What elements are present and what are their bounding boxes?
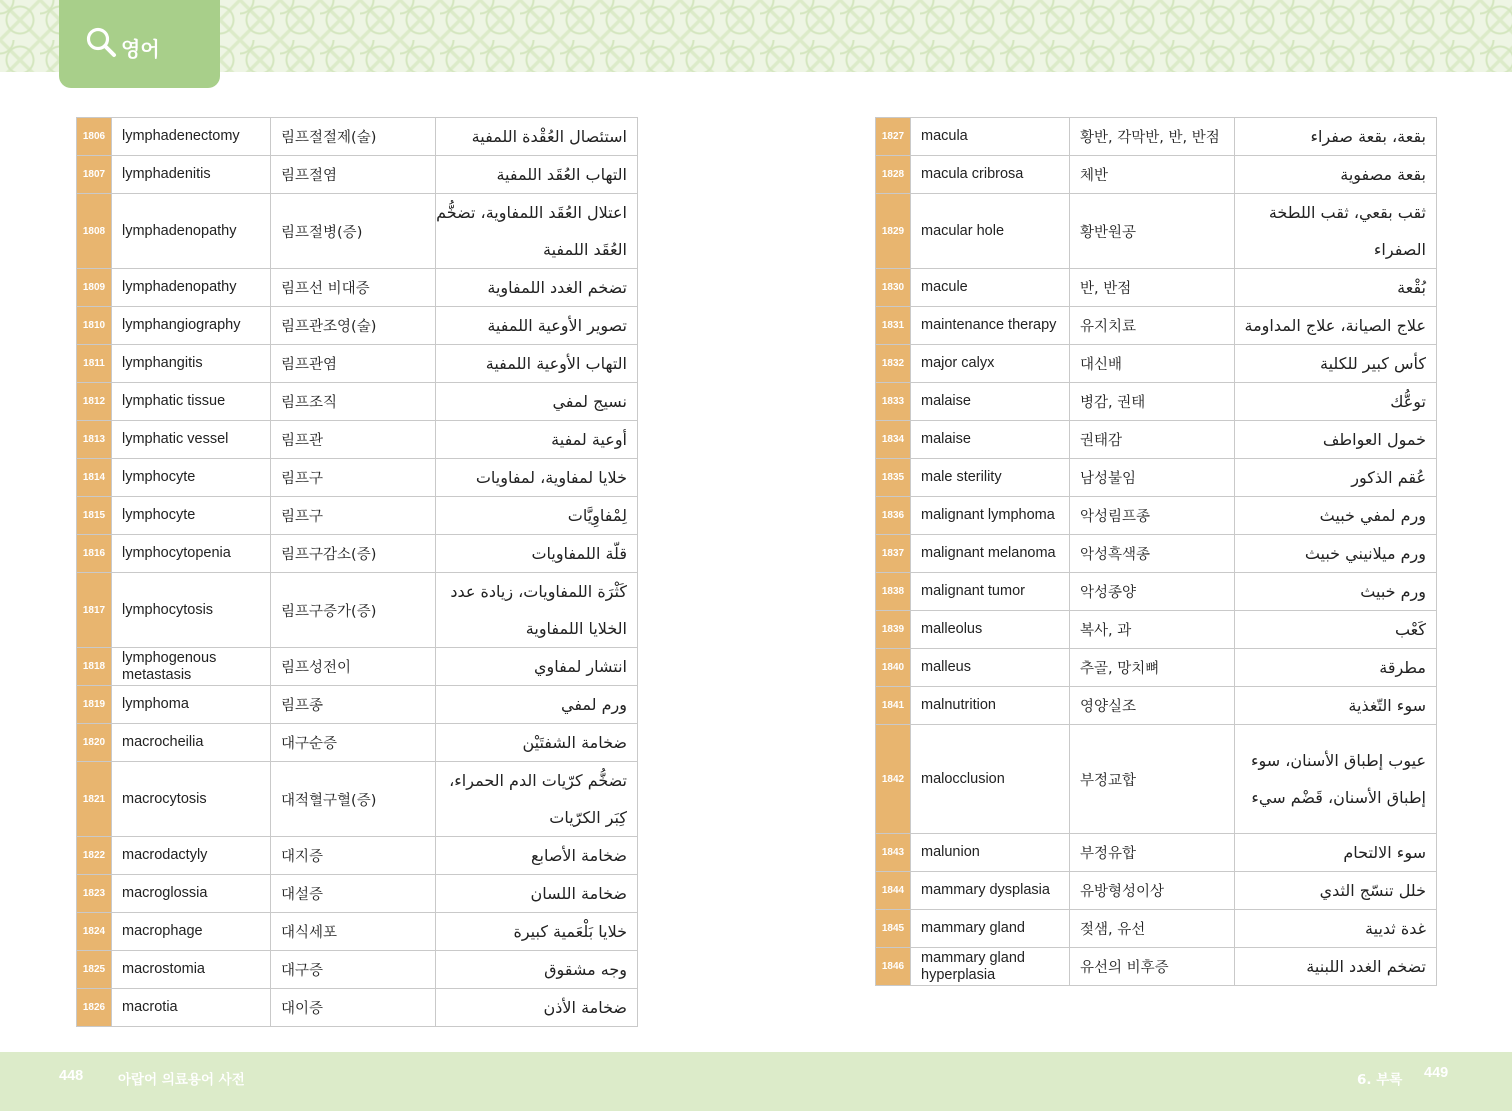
table-row [77,913,638,951]
korean-term: 림프성전이 [271,648,436,686]
english-term: macrocytosis [112,762,271,837]
arabic-term: نسيج لمفي [436,383,638,421]
left-page-number: 448 [59,1068,84,1084]
korean-term: 유방형성이상 [1070,872,1235,910]
entry-number: 1816 [77,535,112,573]
entry-number: 1812 [77,383,112,421]
arabic-term: غدة ثديية [1235,910,1437,948]
table-row [876,497,1437,535]
entry-number: 1839 [876,611,911,649]
table-row [876,345,1437,383]
korean-term: 악성흑색종 [1070,535,1235,573]
entry-number: 1822 [77,837,112,875]
arabic-term: تضخُّم كرّيات الدم الحمراء، كِبَر الكرّيات [436,762,638,837]
arabic-term: ضخامة الشفتَيْن [436,724,638,762]
korean-term: 림프구 [271,459,436,497]
table-row [77,156,638,194]
korean-term: 권태감 [1070,421,1235,459]
english-term: lymphocytosis [112,573,271,648]
arabic-term: تضخم الغدد اللمفاوية [436,269,638,307]
entry-number: 1821 [77,762,112,837]
table-row [876,948,1437,986]
table-row [77,648,638,686]
arabic-term: كأس كبير للكلية [1235,345,1437,383]
arabic-term: خلايا لمفاوية، لمفاويات [436,459,638,497]
arabic-term: بقعة، بقعة صفراء [1235,118,1437,156]
english-term: lymphoma [112,686,271,724]
arabic-term: علاج الصيانة، علاج المداومة [1235,307,1437,345]
korean-term: 남성불임 [1070,459,1235,497]
korean-term: 유선의 비후증 [1070,948,1235,986]
english-term: major calyx [911,345,1070,383]
table-row [77,421,638,459]
arabic-term: تصوير الأوعية اللمفية [436,307,638,345]
korean-term: 황반원공 [1070,194,1235,269]
english-term: male sterility [911,459,1070,497]
entry-number: 1838 [876,573,911,611]
table-row [876,307,1437,345]
entry-number: 1814 [77,459,112,497]
entry-number: 1844 [876,872,911,910]
arabic-term: بقعة مصفوية [1235,156,1437,194]
table-row [77,724,638,762]
arabic-term: مطرقة [1235,649,1437,687]
table-row [77,951,638,989]
english-term: lymphogenous metastasis [112,648,271,686]
right-page-number: 449 [1424,1065,1449,1081]
arabic-term: ضخامة اللسان [436,875,638,913]
entry-number: 1830 [876,269,911,307]
table-row [77,686,638,724]
korean-term: 대이증 [271,989,436,1027]
arabic-term: ورم لمفي [436,686,638,724]
table-row [876,459,1437,497]
english-term: macula cribrosa [911,156,1070,194]
korean-term: 대구순증 [271,724,436,762]
arabic-term: ثقب بقعي، ثقب اللطخة الصفراء [1235,194,1437,269]
entry-number: 1833 [876,383,911,421]
korean-term: 부정유합 [1070,834,1235,872]
korean-term: 림프선 비대증 [271,269,436,307]
korean-term: 림프절염 [271,156,436,194]
entry-number: 1815 [77,497,112,535]
arabic-term: عيوب إطباق الأسنان، سوء إطباق الأسنان، قَضْم سيء [1235,725,1437,834]
entry-number: 1810 [77,307,112,345]
korean-term: 림프관염 [271,345,436,383]
korean-term: 대설증 [271,875,436,913]
english-term: lymphocyte [112,459,271,497]
entry-number: 1828 [876,156,911,194]
entry-number: 1809 [77,269,112,307]
entry-number: 1813 [77,421,112,459]
english-term: macular hole [911,194,1070,269]
entry-number: 1837 [876,535,911,573]
entry-number: 1823 [77,875,112,913]
korean-term: 추골, 망치뼈 [1070,649,1235,687]
table-row [77,459,638,497]
footer-band [0,1052,1512,1111]
korean-term: 대신배 [1070,345,1235,383]
table-row [876,383,1437,421]
entry-number: 1808 [77,194,112,269]
korean-term: 유지치료 [1070,307,1235,345]
korean-term: 림프구감소(증) [271,535,436,573]
korean-term: 젖샘, 유선 [1070,910,1235,948]
english-term: lymphatic tissue [112,383,271,421]
entry-number: 1807 [77,156,112,194]
english-term: lymphatic vessel [112,421,271,459]
korean-term: 체반 [1070,156,1235,194]
entry-number: 1820 [77,724,112,762]
table-row [77,837,638,875]
arabic-term: ورم لمفي خبيث [1235,497,1437,535]
entry-number: 1841 [876,687,911,725]
korean-term: 림프절절제(술) [271,118,436,156]
english-term: lymphadenitis [112,156,271,194]
english-term: malocclusion [911,725,1070,834]
english-term: macula [911,118,1070,156]
korean-term: 림프구 [271,497,436,535]
english-term: malaise [911,421,1070,459]
english-term: maintenance therapy [911,307,1070,345]
arabic-term: التهاب الأوعية اللمفية [436,345,638,383]
english-term: lymphadenopathy [112,269,271,307]
arabic-term: قلّة اللمفاويات [436,535,638,573]
entry-number: 1834 [876,421,911,459]
english-term: lymphangiography [112,307,271,345]
arabic-term: التهاب العُقَد اللمفية [436,156,638,194]
table-row [876,573,1437,611]
table-row [77,875,638,913]
arabic-term: عُقم الذكور [1235,459,1437,497]
right-dictionary-table [875,117,1437,986]
korean-term: 림프구증가(증) [271,573,436,648]
arabic-term: سوء التّغذية [1235,687,1437,725]
table-row [876,910,1437,948]
table-row [77,989,638,1027]
entry-number: 1836 [876,497,911,535]
korean-term: 림프조직 [271,383,436,421]
english-term: mammary gland [911,910,1070,948]
magnifier-icon [85,25,119,63]
korean-term: 림프절병(증) [271,194,436,269]
korean-term: 림프관 [271,421,436,459]
english-term: macrophage [112,913,271,951]
table-row [876,156,1437,194]
table-row [876,535,1437,573]
arabic-term: توعُّك [1235,383,1437,421]
arabic-term: خلل تنسّج الثدي [1235,872,1437,910]
table-row [77,762,638,837]
table-row [77,307,638,345]
entry-number: 1843 [876,834,911,872]
entry-number: 1835 [876,459,911,497]
table-row [876,649,1437,687]
english-term: malignant tumor [911,573,1070,611]
entry-number: 1825 [77,951,112,989]
korean-term: 병감, 권태 [1070,383,1235,421]
entry-number: 1846 [876,948,911,986]
english-term: macrotia [112,989,271,1027]
entry-number: 1818 [77,648,112,686]
arabic-term: أوعية لمفية [436,421,638,459]
korean-term: 황반, 각막반, 반, 반점 [1070,118,1235,156]
arabic-term: وجه مشقوق [436,951,638,989]
english-term: lymphadenectomy [112,118,271,156]
entry-number: 1817 [77,573,112,648]
entry-number: 1811 [77,345,112,383]
arabic-term: ضخامة الأذن [436,989,638,1027]
english-term: macroglossia [112,875,271,913]
english-term: macrostomia [112,951,271,989]
arabic-term: ورم خبيث [1235,573,1437,611]
korean-term: 대구증 [271,951,436,989]
english-term: lymphocytopenia [112,535,271,573]
table-row [876,687,1437,725]
korean-term: 림프종 [271,686,436,724]
korean-term: 부정교합 [1070,725,1235,834]
arabic-term: خمول العواطف [1235,421,1437,459]
entry-number: 1824 [77,913,112,951]
korean-term: 영양실조 [1070,687,1235,725]
english-term: malaise [911,383,1070,421]
table-row [77,535,638,573]
table-row [876,421,1437,459]
english-term: mammary gland hyperplasia [911,948,1070,986]
english-term: malignant lymphoma [911,497,1070,535]
arabic-term: كَعْب [1235,611,1437,649]
arabic-term: خلايا بَلْعَمية كبيرة [436,913,638,951]
table-row [77,573,638,648]
english-term: malignant melanoma [911,535,1070,573]
table-row [77,345,638,383]
korean-term: 대식세포 [271,913,436,951]
table-row [77,269,638,307]
arabic-term: بُقْعة [1235,269,1437,307]
table-row [876,118,1437,156]
table-row [77,497,638,535]
table-row [876,611,1437,649]
english-term: mammary dysplasia [911,872,1070,910]
english-term: lymphocyte [112,497,271,535]
entry-number: 1832 [876,345,911,383]
korean-term: 림프관조영(술) [271,307,436,345]
left-dictionary-table [76,117,638,1027]
table-row [876,725,1437,834]
table-row [77,383,638,421]
header-pattern-band [0,0,1512,72]
english-term: malnutrition [911,687,1070,725]
arabic-term: تضخم الغدد اللبنية [1235,948,1437,986]
section-tab-label: 영어 [121,36,160,61]
table-row [876,872,1437,910]
right-section-label: 6. 부록 [1357,1072,1403,1088]
entry-number: 1806 [77,118,112,156]
arabic-term: انتشار لمفاوي [436,648,638,686]
entry-number: 1826 [77,989,112,1027]
english-term: lymphadenopathy [112,194,271,269]
english-term: macule [911,269,1070,307]
english-term: macrodactyly [112,837,271,875]
english-term: macrocheilia [112,724,271,762]
arabic-term: لِمْفاوِيَّات [436,497,638,535]
left-running-title: 아랍어 의료용어 사전 [118,1072,245,1088]
entry-number: 1845 [876,910,911,948]
korean-term: 복사, 과 [1070,611,1235,649]
entry-number: 1819 [77,686,112,724]
entry-number: 1831 [876,307,911,345]
entry-number: 1829 [876,194,911,269]
arabic-term: ضخامة الأصابع [436,837,638,875]
english-term: malunion [911,834,1070,872]
table-row [876,194,1437,269]
english-term: malleus [911,649,1070,687]
arabic-term: ورم ميلانيني خبيث [1235,535,1437,573]
entry-number: 1842 [876,725,911,834]
table-row [77,118,638,156]
arabic-term: سوء الالتحام [1235,834,1437,872]
entry-number: 1827 [876,118,911,156]
table-row [876,834,1437,872]
table-row [876,269,1437,307]
entry-number: 1840 [876,649,911,687]
korean-term: 악성림프종 [1070,497,1235,535]
table-row [77,194,638,269]
english-term: lymphangitis [112,345,271,383]
arabic-term: اعتلال العُقَد اللمفاوية، تضخُّم العُقَد اللمفية [436,194,638,269]
korean-term: 대지증 [271,837,436,875]
arabic-term: استئصال العُقْدة اللمفية [436,118,638,156]
korean-term: 반, 반점 [1070,269,1235,307]
arabic-term: كَثْرَة اللمفاويات، زيادة عدد الخلايا اللمفاوية [436,573,638,648]
english-term: malleolus [911,611,1070,649]
korean-term: 대적혈구혈(증) [271,762,436,837]
korean-term: 악성종양 [1070,573,1235,611]
section-tab [59,0,220,88]
